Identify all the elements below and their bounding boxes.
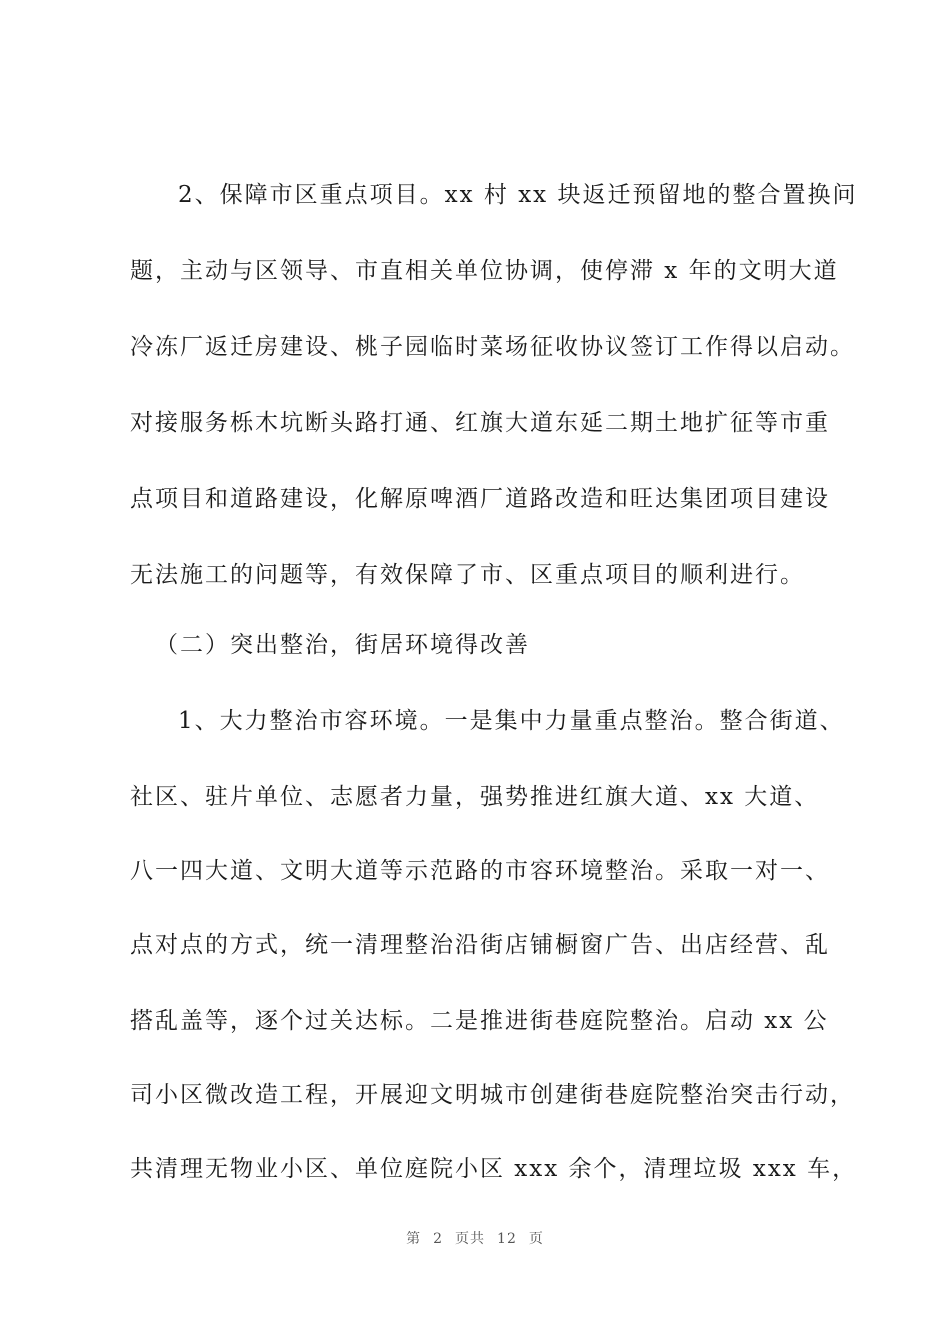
paragraph-line: 共清理无物业小区、单位庭院小区 xxx 余个，清理垃圾 xxx 车，	[130, 1156, 858, 1182]
paragraph-line: 搭乱盖等，逐个过关达标。二是推进街巷庭院整治。启动 xx 公	[130, 1008, 829, 1034]
paragraph-line: 点对点的方式，统一清理整治沿街店铺橱窗广告、出店经营、乱	[130, 932, 830, 958]
page-number: 2	[433, 1231, 444, 1247]
paragraph-line: 1、大力整治市容环境。一是集中力量重点整治。整合街道、	[178, 708, 845, 734]
section-heading: （二）突出整治，街居环境得改善	[155, 632, 530, 658]
paragraph-line: 八一四大道、文明大道等示范路的市容环境整治。采取一对一、	[130, 858, 830, 884]
footer-ye: 页	[528, 1231, 544, 1247]
paragraph-line: 无法施工的问题等，有效保障了市、区重点项目的顺利进行。	[130, 562, 805, 588]
paragraph-line: 冷冻厂返迁房建设、桃子园临时菜场征收协议签订工作得以启动。	[130, 334, 855, 360]
paragraph-line: 对接服务栎木坑断头路打通、红旗大道东延二期土地扩征等市重	[130, 410, 830, 436]
footer-di: 第	[406, 1231, 422, 1247]
page-footer	[0, 1228, 950, 1248]
footer-ye-gong: 页共	[455, 1231, 486, 1247]
paragraph-line: 点项目和道路建设，化解原啤酒厂道路改造和旺达集团项目建设	[130, 486, 830, 512]
total-pages: 12	[497, 1231, 517, 1247]
paragraph-line: 2、保障市区重点项目。xx 村 xx 块返迁预留地的整合置换问	[178, 182, 858, 208]
paragraph-line: 社区、驻片单位、志愿者力量，强势推进红旗大道、xx 大道、	[130, 784, 820, 810]
paragraph-line: 司小区微改造工程，开展迎文明城市创建街巷庭院整治突击行动，	[130, 1082, 855, 1108]
paragraph-line: 题，主动与区领导、市直相关单位协调，使停滞 x 年的文明大道	[130, 258, 839, 284]
